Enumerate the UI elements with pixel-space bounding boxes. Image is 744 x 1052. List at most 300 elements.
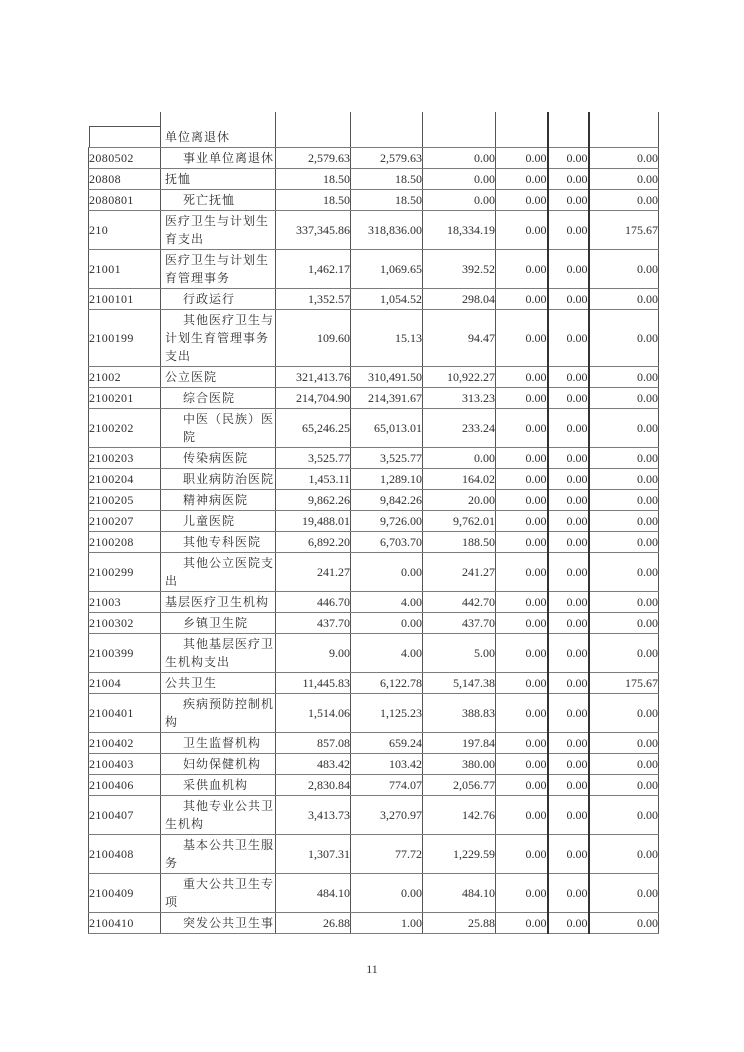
table-row xyxy=(89,112,659,148)
value-cell: 1,307.31 xyxy=(276,835,351,874)
value-cell: 0.00 xyxy=(351,553,423,592)
value-cell: 0.00 xyxy=(496,409,548,448)
code-cell: 21001 xyxy=(89,250,161,289)
name-line: 抚恤 xyxy=(165,172,192,186)
name-line: 综合医院 xyxy=(183,391,236,405)
value-cell: 0.00 xyxy=(496,190,548,211)
table-row xyxy=(89,733,659,754)
value-cell: 1,125.23 xyxy=(351,694,423,733)
value-cell: 0.00 xyxy=(496,634,548,673)
table-row xyxy=(89,613,659,634)
value-cell: 0.00 xyxy=(351,874,423,913)
name-cell xyxy=(161,190,276,211)
value-cell: 0.00 xyxy=(496,448,548,469)
value-cell: 0.00 xyxy=(589,448,659,469)
value-cell: 175.67 xyxy=(589,211,659,250)
name-line: 死亡抚恤 xyxy=(183,193,236,207)
value-cell: 659.24 xyxy=(351,733,423,754)
value-cell: 0.00 xyxy=(589,754,659,775)
value-cell: 446.70 xyxy=(276,592,351,613)
name-cell xyxy=(161,148,276,169)
value-cell: 5.00 xyxy=(423,634,496,673)
table-row xyxy=(89,409,659,448)
value-cell: 0.00 xyxy=(548,190,589,211)
value-cell: 214,704.90 xyxy=(276,388,351,409)
code-cell: 2100204 xyxy=(89,469,161,490)
name-cell xyxy=(161,388,276,409)
name-line: 出 xyxy=(165,574,179,588)
table-row xyxy=(89,835,659,874)
value-cell: 0.00 xyxy=(548,511,589,532)
name-line: 生机构支出 xyxy=(165,655,231,669)
value-cell: 0.00 xyxy=(496,169,548,190)
value-cell: 94.47 xyxy=(423,310,496,367)
table-row xyxy=(89,448,659,469)
value-cell: 65,246.25 xyxy=(276,409,351,448)
name-line: 生机构 xyxy=(165,817,205,831)
code-cell: 2100408 xyxy=(89,835,161,874)
table-row xyxy=(89,250,659,289)
name-line: 卫生监督机构 xyxy=(183,736,262,750)
page-number: 11 xyxy=(366,962,378,976)
value-cell: 233.24 xyxy=(423,409,496,448)
name-line: 务 xyxy=(165,856,179,870)
value-cell: 0.00 xyxy=(589,532,659,553)
value-cell: 0.00 xyxy=(589,613,659,634)
value-cell: 0.00 xyxy=(548,310,589,367)
name-line: 突发公共卫生事 xyxy=(183,916,275,930)
value-cell: 3,413.73 xyxy=(276,796,351,835)
value-cell: 0.00 xyxy=(589,694,659,733)
value-cell: 197.84 xyxy=(423,733,496,754)
code-cell xyxy=(89,112,161,148)
name-line: 其他专业公共卫 xyxy=(183,799,275,813)
value-cell: 0.00 xyxy=(496,592,548,613)
name-cell xyxy=(161,490,276,511)
value-cell: 0.00 xyxy=(496,754,548,775)
value-cell: 0.00 xyxy=(548,289,589,310)
value-cell: 0.00 xyxy=(548,367,589,388)
name-line: 其他医疗卫生与 xyxy=(183,313,275,327)
name-cell xyxy=(161,448,276,469)
name-line: 育支出 xyxy=(165,232,205,246)
value-cell: 9.00 xyxy=(276,634,351,673)
table-row xyxy=(89,673,659,694)
name-cell xyxy=(161,250,276,289)
value-cell: 0.00 xyxy=(496,673,548,694)
value-cell: 3,525.77 xyxy=(276,448,351,469)
value-cell: 18.50 xyxy=(351,190,423,211)
name-cell xyxy=(161,733,276,754)
code-cell: 2100203 xyxy=(89,448,161,469)
value-cell: 1,229.59 xyxy=(423,835,496,874)
value-cell xyxy=(351,112,423,148)
table-row xyxy=(89,532,659,553)
code-cell: 2100409 xyxy=(89,874,161,913)
name-line: 乡镇卫生院 xyxy=(183,616,249,630)
name-line: 单位离退休 xyxy=(165,130,231,144)
value-cell: 0.00 xyxy=(496,835,548,874)
table-row xyxy=(89,511,659,532)
table-row xyxy=(89,148,659,169)
name-line: 职业病防治医院 xyxy=(183,472,275,486)
value-cell: 10,922.27 xyxy=(423,367,496,388)
value-cell: 0.00 xyxy=(548,634,589,673)
value-cell: 0.00 xyxy=(589,511,659,532)
value-cell: 0.00 xyxy=(548,211,589,250)
continuation-cell-box xyxy=(89,126,161,147)
code-cell: 2100401 xyxy=(89,694,161,733)
value-cell: 0.00 xyxy=(589,553,659,592)
name-line: 儿童医院 xyxy=(183,514,236,528)
code-cell: 2100101 xyxy=(89,289,161,310)
value-cell: 19,488.01 xyxy=(276,511,351,532)
value-cell: 0.00 xyxy=(548,388,589,409)
value-cell: 18.50 xyxy=(351,169,423,190)
name-cell xyxy=(161,289,276,310)
value-cell: 6,122.78 xyxy=(351,673,423,694)
value-cell: 0.00 xyxy=(589,169,659,190)
code-cell: 2100201 xyxy=(89,388,161,409)
table-row xyxy=(89,592,659,613)
value-cell: 65,013.01 xyxy=(351,409,423,448)
value-cell: 0.00 xyxy=(548,469,589,490)
value-cell: 388.83 xyxy=(423,694,496,733)
table-row xyxy=(89,775,659,796)
name-line: 计划生育管理事务 xyxy=(165,331,270,345)
table-row xyxy=(89,634,659,673)
value-cell: 0.00 xyxy=(496,913,548,934)
value-cell xyxy=(548,112,589,148)
value-cell: 214,391.67 xyxy=(351,388,423,409)
value-cell: 4.00 xyxy=(351,634,423,673)
value-cell: 0.00 xyxy=(589,148,659,169)
name-cell xyxy=(161,211,276,250)
code-cell: 2100207 xyxy=(89,511,161,532)
value-cell: 437.70 xyxy=(423,613,496,634)
value-cell: 6,703.70 xyxy=(351,532,423,553)
value-cell: 0.00 xyxy=(496,388,548,409)
value-cell: 2,830.84 xyxy=(276,775,351,796)
table-row xyxy=(89,310,659,367)
name-line: 其他基层医疗卫 xyxy=(183,637,275,651)
name-line: 构 xyxy=(165,715,179,729)
code-cell: 2100202 xyxy=(89,409,161,448)
name-line: 基层医疗卫生机构 xyxy=(165,595,270,609)
value-cell: 4.00 xyxy=(351,592,423,613)
value-cell: 25.88 xyxy=(423,913,496,934)
name-cell xyxy=(161,694,276,733)
value-cell: 1,453.11 xyxy=(276,469,351,490)
name-cell xyxy=(161,169,276,190)
value-cell: 318,836.00 xyxy=(351,211,423,250)
name-line: 其他专科医院 xyxy=(183,535,262,549)
value-cell: 0.00 xyxy=(496,775,548,796)
value-cell: 0.00 xyxy=(548,673,589,694)
value-cell: 0.00 xyxy=(589,913,659,934)
value-cell: 1,054.52 xyxy=(351,289,423,310)
name-cell xyxy=(161,592,276,613)
value-cell: 0.00 xyxy=(589,775,659,796)
value-cell: 0.00 xyxy=(496,613,548,634)
value-cell: 1,069.65 xyxy=(351,250,423,289)
value-cell: 0.00 xyxy=(423,448,496,469)
value-cell: 0.00 xyxy=(589,388,659,409)
value-cell: 0.00 xyxy=(548,553,589,592)
value-cell: 164.02 xyxy=(423,469,496,490)
value-cell: 9,762.01 xyxy=(423,511,496,532)
name-cell xyxy=(161,634,276,673)
name-cell xyxy=(161,775,276,796)
value-cell: 0.00 xyxy=(589,190,659,211)
value-cell: 0.00 xyxy=(589,733,659,754)
code-cell: 2100403 xyxy=(89,754,161,775)
value-cell: 484.10 xyxy=(276,874,351,913)
table-row xyxy=(89,553,659,592)
value-cell: 0.00 xyxy=(548,796,589,835)
value-cell: 18,334.19 xyxy=(423,211,496,250)
table-row xyxy=(89,874,659,913)
value-cell: 313.23 xyxy=(423,388,496,409)
table-row xyxy=(89,796,659,835)
name-cell xyxy=(161,310,276,367)
code-cell: 210 xyxy=(89,211,161,250)
code-cell: 2100399 xyxy=(89,634,161,673)
value-cell: 0.00 xyxy=(496,511,548,532)
value-cell: 3,525.77 xyxy=(351,448,423,469)
value-cell: 0.00 xyxy=(589,289,659,310)
value-cell: 0.00 xyxy=(548,250,589,289)
value-cell: 0.00 xyxy=(423,148,496,169)
value-cell: 18.50 xyxy=(276,190,351,211)
name-cell xyxy=(161,613,276,634)
code-cell: 2080801 xyxy=(89,190,161,211)
value-cell xyxy=(423,112,496,148)
name-line: 支出 xyxy=(165,349,192,363)
name-line: 疾病预防控制机 xyxy=(183,697,275,711)
value-cell: 0.00 xyxy=(351,613,423,634)
value-cell: 484.10 xyxy=(423,874,496,913)
value-cell: 442.70 xyxy=(423,592,496,613)
table-row xyxy=(89,367,659,388)
value-cell: 0.00 xyxy=(548,874,589,913)
name-line: 中医（民族）医院 xyxy=(183,412,275,444)
value-cell: 2,579.63 xyxy=(351,148,423,169)
value-cell: 774.07 xyxy=(351,775,423,796)
value-cell: 5,147.38 xyxy=(423,673,496,694)
value-cell: 241.27 xyxy=(276,553,351,592)
value-cell: 0.00 xyxy=(589,592,659,613)
code-cell: 21002 xyxy=(89,367,161,388)
name-line: 医疗卫生与计划生 xyxy=(165,214,270,228)
value-cell xyxy=(589,112,659,148)
name-cell xyxy=(161,469,276,490)
value-cell: 0.00 xyxy=(589,634,659,673)
value-cell: 0.00 xyxy=(589,250,659,289)
value-cell: 103.42 xyxy=(351,754,423,775)
value-cell: 1,289.10 xyxy=(351,469,423,490)
name-cell xyxy=(161,511,276,532)
name-cell xyxy=(161,409,276,448)
value-cell: 0.00 xyxy=(589,874,659,913)
value-cell: 310,491.50 xyxy=(351,367,423,388)
code-cell: 2100406 xyxy=(89,775,161,796)
value-cell: 188.50 xyxy=(423,532,496,553)
value-cell: 0.00 xyxy=(548,532,589,553)
value-cell: 0.00 xyxy=(496,211,548,250)
value-cell: 0.00 xyxy=(496,148,548,169)
value-cell: 1.00 xyxy=(351,913,423,934)
name-line: 医疗卫生与计划生 xyxy=(165,253,270,267)
value-cell: 20.00 xyxy=(423,490,496,511)
name-line: 妇幼保健机构 xyxy=(183,757,262,771)
value-cell: 0.00 xyxy=(589,835,659,874)
name-line: 基本公共卫生服 xyxy=(183,838,275,852)
code-cell: 2100199 xyxy=(89,310,161,367)
value-cell: 1,514.06 xyxy=(276,694,351,733)
value-cell: 15.13 xyxy=(351,310,423,367)
code-cell: 2100302 xyxy=(89,613,161,634)
value-cell: 0.00 xyxy=(496,310,548,367)
value-cell: 0.00 xyxy=(589,469,659,490)
table-row xyxy=(89,169,659,190)
table-row xyxy=(89,754,659,775)
code-cell: 2100410 xyxy=(89,913,161,934)
code-cell: 21003 xyxy=(89,592,161,613)
value-cell: 0.00 xyxy=(423,190,496,211)
value-cell: 0.00 xyxy=(589,367,659,388)
value-cell: 0.00 xyxy=(496,490,548,511)
value-cell: 380.00 xyxy=(423,754,496,775)
code-cell: 20808 xyxy=(89,169,161,190)
name-line: 公立医院 xyxy=(165,370,218,384)
value-cell: 0.00 xyxy=(548,592,589,613)
value-cell: 0.00 xyxy=(496,553,548,592)
value-cell: 0.00 xyxy=(496,733,548,754)
value-cell: 0.00 xyxy=(548,490,589,511)
value-cell: 0.00 xyxy=(423,169,496,190)
value-cell: 0.00 xyxy=(496,469,548,490)
value-cell: 2,056.77 xyxy=(423,775,496,796)
name-cell xyxy=(161,835,276,874)
code-cell: 21004 xyxy=(89,673,161,694)
name-line: 育管理事务 xyxy=(165,271,231,285)
value-cell: 0.00 xyxy=(496,250,548,289)
code-cell: 2100299 xyxy=(89,553,161,592)
name-line: 传染病医院 xyxy=(183,451,249,465)
name-cell xyxy=(161,913,276,934)
value-cell: 0.00 xyxy=(589,490,659,511)
value-cell: 0.00 xyxy=(548,775,589,796)
value-cell: 0.00 xyxy=(589,409,659,448)
value-cell: 142.76 xyxy=(423,796,496,835)
table-row xyxy=(89,694,659,733)
value-cell: 0.00 xyxy=(496,874,548,913)
value-cell: 0.00 xyxy=(496,796,548,835)
value-cell: 77.72 xyxy=(351,835,423,874)
value-cell: 0.00 xyxy=(548,694,589,733)
table-row xyxy=(89,490,659,511)
name-cell xyxy=(161,367,276,388)
value-cell: 0.00 xyxy=(548,169,589,190)
value-cell: 337,345.86 xyxy=(276,211,351,250)
code-cell: 2100402 xyxy=(89,733,161,754)
value-cell: 437.70 xyxy=(276,613,351,634)
value-cell: 0.00 xyxy=(496,289,548,310)
name-cell xyxy=(161,754,276,775)
value-cell: 321,413.76 xyxy=(276,367,351,388)
value-cell: 0.00 xyxy=(496,367,548,388)
table-row xyxy=(89,469,659,490)
name-cell xyxy=(161,673,276,694)
value-cell: 109.60 xyxy=(276,310,351,367)
value-cell: 0.00 xyxy=(548,733,589,754)
name-line: 其他公立医院支 xyxy=(183,556,275,570)
value-cell: 0.00 xyxy=(496,694,548,733)
value-cell: 0.00 xyxy=(589,310,659,367)
value-cell: 1,462.17 xyxy=(276,250,351,289)
value-cell: 0.00 xyxy=(548,754,589,775)
value-cell: 0.00 xyxy=(548,613,589,634)
name-line: 采供血机构 xyxy=(183,778,249,792)
value-cell: 9,862.26 xyxy=(276,490,351,511)
name-cell xyxy=(161,112,276,148)
name-line: 精神病医院 xyxy=(183,493,249,507)
value-cell: 11,445.83 xyxy=(276,673,351,694)
value-cell: 392.52 xyxy=(423,250,496,289)
table-row xyxy=(89,211,659,250)
value-cell: 0.00 xyxy=(548,409,589,448)
value-cell: 175.67 xyxy=(589,673,659,694)
value-cell: 9,842.26 xyxy=(351,490,423,511)
name-line: 事业单位离退休 xyxy=(183,151,275,165)
value-cell: 6,892.20 xyxy=(276,532,351,553)
value-cell: 0.00 xyxy=(548,913,589,934)
value-cell: 298.04 xyxy=(423,289,496,310)
name-cell xyxy=(161,874,276,913)
value-cell: 3,270.97 xyxy=(351,796,423,835)
value-cell: 0.00 xyxy=(496,532,548,553)
code-cell: 2100407 xyxy=(89,796,161,835)
table-row xyxy=(89,289,659,310)
value-cell: 857.08 xyxy=(276,733,351,754)
name-line: 项 xyxy=(165,895,179,909)
value-cell: 483.42 xyxy=(276,754,351,775)
name-line: 行政运行 xyxy=(183,292,236,306)
name-cell xyxy=(161,553,276,592)
value-cell: 0.00 xyxy=(589,796,659,835)
name-cell xyxy=(161,796,276,835)
value-cell xyxy=(496,112,548,148)
name-line: 公共卫生 xyxy=(165,676,218,690)
name-line: 重大公共卫生专 xyxy=(183,877,275,891)
value-cell: 0.00 xyxy=(548,148,589,169)
value-cell: 1,352.57 xyxy=(276,289,351,310)
value-cell: 2,579.63 xyxy=(276,148,351,169)
expenditure-table xyxy=(88,112,659,934)
value-cell: 0.00 xyxy=(548,448,589,469)
code-cell: 2080502 xyxy=(89,148,161,169)
value-cell xyxy=(276,112,351,148)
value-cell: 18.50 xyxy=(276,169,351,190)
value-cell: 26.88 xyxy=(276,913,351,934)
value-cell: 0.00 xyxy=(548,835,589,874)
table-row xyxy=(89,913,659,934)
table-row xyxy=(89,388,659,409)
table-row xyxy=(89,190,659,211)
name-cell xyxy=(161,532,276,553)
value-cell: 9,726.00 xyxy=(351,511,423,532)
